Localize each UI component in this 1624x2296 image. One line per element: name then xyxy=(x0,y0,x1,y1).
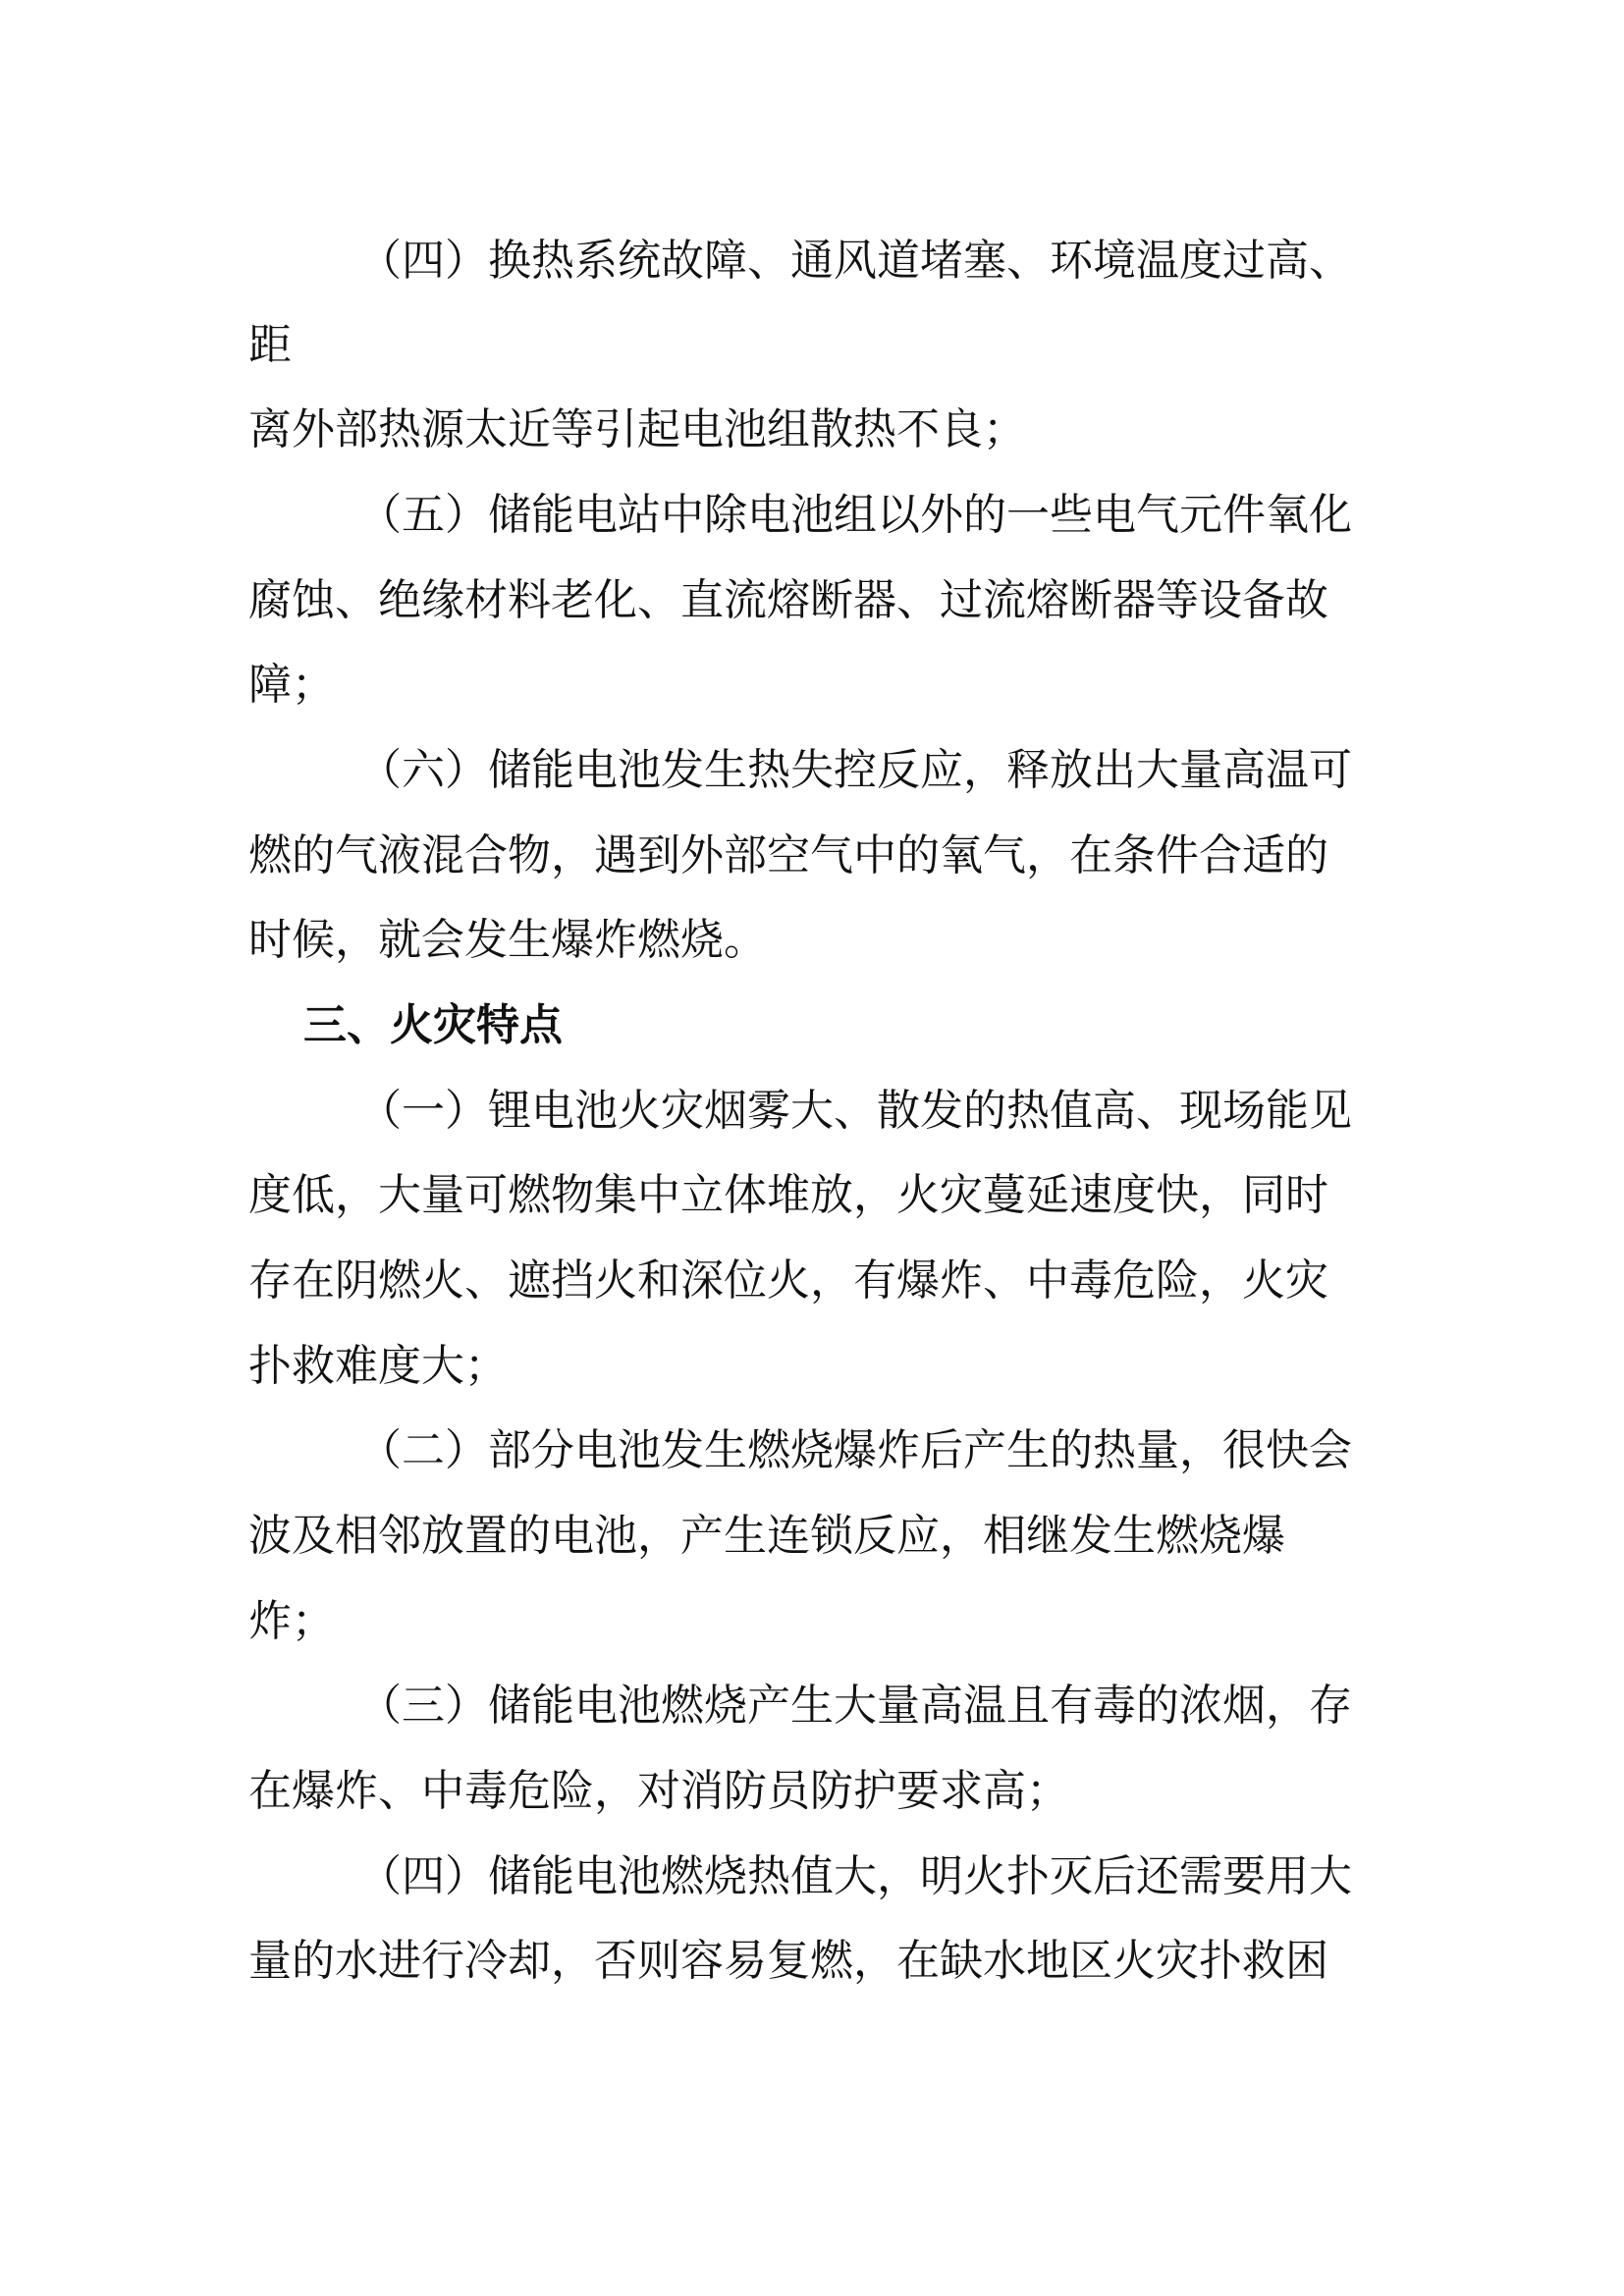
paragraph-line: 波及相邻放置的电池，产生连锁反应，相继发生燃烧爆 xyxy=(248,1511,1285,1561)
paragraph-line: 在爆炸、中毒危险，对消防员防护要求高； xyxy=(248,1766,1069,1816)
paragraph-line: 距 xyxy=(248,320,292,370)
paragraph-line: （三）储能电池燃烧产生大量高温且有毒的浓烟，存 xyxy=(358,1681,1352,1731)
paragraph-line: （四）储能电池燃烧热值大，明火扑灭后还需要用大 xyxy=(358,1851,1352,1901)
paragraph-line: 度低，大量可燃物集中立体堆放，火灾蔓延速度快，同时 xyxy=(248,1170,1328,1220)
section-heading: 三、火灾特点 xyxy=(303,1000,563,1050)
paragraph-line: 炸； xyxy=(248,1596,335,1646)
paragraph-line: 存在阴燃火、遮挡火和深位火，有爆炸、中毒危险，火灾 xyxy=(248,1255,1328,1306)
paragraph-line: 燃的气液混合物，遇到外部空气中的氧气，在条件合适的 xyxy=(248,830,1328,881)
paragraph-line: 腐蚀、绝缘材料老化、直流熔断器、过流熔断器等设备故 xyxy=(248,575,1328,625)
paragraph-line: （五）储能电站中除电池组以外的一些电气元件氧化 xyxy=(358,490,1352,540)
paragraph-line: （二）部分电池发生燃烧爆炸后产生的热量，很快会 xyxy=(358,1425,1352,1475)
paragraph-line: （一）锂电池火灾烟雾大、散发的热值高、现场能见 xyxy=(358,1086,1352,1136)
paragraph-line: 障； xyxy=(248,660,335,710)
paragraph-line: 离外部热源太近等引起电池组散热不良； xyxy=(248,404,1026,454)
paragraph-line: 量的水进行冷却，否则容易复燃，在缺水地区火灾扑救困 xyxy=(248,1936,1328,1986)
paragraph-line: 时候，就会发生爆炸燃烧。 xyxy=(248,915,767,965)
paragraph-line: 扑救难度大； xyxy=(248,1341,508,1391)
paragraph-line: （四）换热系统故障、通风道堵塞、环境温度过高、 xyxy=(358,236,1352,286)
paragraph-line: （六）储能电池发生热失控反应，释放出大量高温可 xyxy=(358,745,1352,795)
